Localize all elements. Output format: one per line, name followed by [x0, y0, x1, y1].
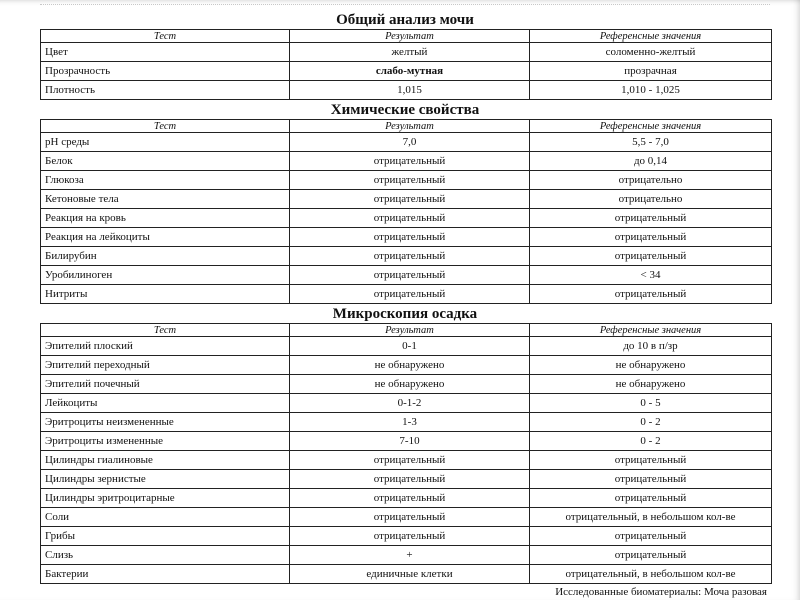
- table-row: [41, 43, 772, 62]
- column-header-result: Результат: [290, 30, 530, 43]
- reference-cell: отрицательный: [530, 546, 772, 565]
- reference-cell: соломенно-желтый: [530, 43, 772, 62]
- test-name-cell: Билирубин: [41, 247, 290, 266]
- test-name-cell: Бактерии: [41, 565, 290, 584]
- table-row: [41, 375, 772, 394]
- reference-cell: не обнаружено: [530, 356, 772, 375]
- test-name-cell: Эпителий плоский: [41, 337, 290, 356]
- reference-cell: отрицательный: [530, 451, 772, 470]
- reference-cell: отрицательный, в небольшом кол-ве: [530, 565, 772, 584]
- table-row: [41, 285, 772, 304]
- cut-off-header-line: [40, 0, 770, 5]
- result-cell: +: [290, 546, 530, 565]
- column-header-test: Тест: [41, 324, 290, 337]
- reference-cell: 0 - 2: [530, 413, 772, 432]
- result-cell: отрицательный: [290, 190, 530, 209]
- table-row: [41, 62, 772, 81]
- result-cell: 0-1: [290, 337, 530, 356]
- result-cell: 7,0: [290, 133, 530, 152]
- column-header-result: Результат: [290, 324, 530, 337]
- table-row: [41, 489, 772, 508]
- biomaterial-note-text: Исследованные биоматериалы: Моча разовая: [555, 586, 767, 598]
- table-row: [41, 152, 772, 171]
- reference-cell: до 0,14: [530, 152, 772, 171]
- table-row: [41, 451, 772, 470]
- table-header-row: [41, 120, 772, 133]
- chemical-properties-table: [40, 119, 772, 304]
- general-urinalysis-table: [40, 29, 772, 100]
- reference-cell: отрицательный: [530, 470, 772, 489]
- test-name-cell: Эритроциты измененные: [41, 432, 290, 451]
- reference-cell: отрицательный: [530, 489, 772, 508]
- test-name-cell: Реакция на кровь: [41, 209, 290, 228]
- reference-cell: отрицательно: [530, 171, 772, 190]
- result-cell: отрицательный: [290, 451, 530, 470]
- section-title-general-urinalysis: Общий анализ мочи: [336, 12, 474, 28]
- test-name-cell: Цилиндры зернистые: [41, 470, 290, 489]
- table-row: [41, 413, 772, 432]
- table-header-row: [41, 324, 772, 337]
- table-header-row: [41, 30, 772, 43]
- result-cell: 7-10: [290, 432, 530, 451]
- table-row: [41, 266, 772, 285]
- test-name-cell: Цилиндры эритроцитарные: [41, 489, 290, 508]
- biomaterial-note: [40, 583, 771, 601]
- table-row: [41, 337, 772, 356]
- test-name-cell: Лейкоциты: [41, 394, 290, 413]
- reference-cell: отрицательный: [530, 209, 772, 228]
- result-cell: отрицательный: [290, 228, 530, 247]
- result-cell: не обнаружено: [290, 375, 530, 394]
- section-title-chemical-properties: Химические свойства: [330, 102, 480, 118]
- result-cell: единичные клетки: [290, 565, 530, 584]
- test-name-cell: Белок: [41, 152, 290, 171]
- test-name-cell: Цилиндры гиалиновые: [41, 451, 290, 470]
- column-header-result: Результат: [290, 120, 530, 133]
- test-name-cell: Плотность: [41, 81, 290, 100]
- reference-cell: 1,010 - 1,025: [530, 81, 772, 100]
- reference-cell: отрицательный: [530, 527, 772, 546]
- reference-cell: отрицательно: [530, 190, 772, 209]
- result-cell: отрицательный: [290, 527, 530, 546]
- column-header-test: Тест: [41, 120, 290, 133]
- table-row: [41, 190, 772, 209]
- reference-cell: < 34: [530, 266, 772, 285]
- table-row: [41, 81, 772, 100]
- table-row: [41, 247, 772, 266]
- result-cell: отрицательный: [290, 209, 530, 228]
- result-cell: отрицательный: [290, 266, 530, 285]
- test-name-cell: Кетоновые тела: [41, 190, 290, 209]
- reference-cell: до 10 в п/зр: [530, 337, 772, 356]
- result-cell: не обнаружено: [290, 356, 530, 375]
- result-cell: отрицательный: [290, 508, 530, 527]
- result-cell: слабо-мутная: [290, 62, 530, 81]
- table-row: [41, 209, 772, 228]
- reference-cell: 0 - 5: [530, 394, 772, 413]
- result-cell: 0-1-2: [290, 394, 530, 413]
- test-name-cell: Слизь: [41, 546, 290, 565]
- result-cell: желтый: [290, 43, 530, 62]
- table-row: [41, 565, 772, 584]
- test-name-cell: Уробилиноген: [41, 266, 290, 285]
- test-name-cell: Эритроциты неизмененные: [41, 413, 290, 432]
- reference-cell: отрицательный: [530, 228, 772, 247]
- test-name-cell: Эпителий переходный: [41, 356, 290, 375]
- table-row: [41, 171, 772, 190]
- reference-cell: 0 - 2: [530, 432, 772, 451]
- table-row: [41, 228, 772, 247]
- table-row: [41, 356, 772, 375]
- result-cell: отрицательный: [290, 152, 530, 171]
- result-cell: отрицательный: [290, 470, 530, 489]
- test-name-cell: Реакция на лейкоциты: [41, 228, 290, 247]
- table-row: [41, 394, 772, 413]
- table-row: [41, 546, 772, 565]
- reference-cell: 5,5 - 7,0: [530, 133, 772, 152]
- table-row: [41, 432, 772, 451]
- test-name-cell: Грибы: [41, 527, 290, 546]
- result-cell: отрицательный: [290, 489, 530, 508]
- test-name-cell: Нитриты: [41, 285, 290, 304]
- test-name-cell: Прозрачность: [41, 62, 290, 81]
- test-name-cell: Глюкоза: [41, 171, 290, 190]
- column-header-reference: Референсные значения: [530, 30, 772, 43]
- result-cell: отрицательный: [290, 285, 530, 304]
- test-name-cell: Соли: [41, 508, 290, 527]
- reference-cell: не обнаружено: [530, 375, 772, 394]
- result-cell: 1-3: [290, 413, 530, 432]
- table-row: [41, 133, 772, 152]
- result-cell: отрицательный: [290, 247, 530, 266]
- reference-cell: прозрачная: [530, 62, 772, 81]
- table-row: [41, 527, 772, 546]
- column-header-reference: Референсные значения: [530, 120, 772, 133]
- test-name-cell: Эпителий почечный: [41, 375, 290, 394]
- table-row: [41, 508, 772, 527]
- sediment-microscopy-table: [40, 323, 772, 584]
- result-cell: 1,015: [290, 81, 530, 100]
- table-row: [41, 470, 772, 489]
- section-title-sediment-microscopy: Микроскопия осадка: [332, 306, 478, 322]
- test-name-cell: Цвет: [41, 43, 290, 62]
- reference-cell: отрицательный, в небольшом кол-ве: [530, 508, 772, 527]
- column-header-reference: Референсные значения: [530, 324, 772, 337]
- reference-cell: отрицательный: [530, 285, 772, 304]
- reference-cell: отрицательный: [530, 247, 772, 266]
- column-header-test: Тест: [41, 30, 290, 43]
- result-cell: отрицательный: [290, 171, 530, 190]
- test-name-cell: pH среды: [41, 133, 290, 152]
